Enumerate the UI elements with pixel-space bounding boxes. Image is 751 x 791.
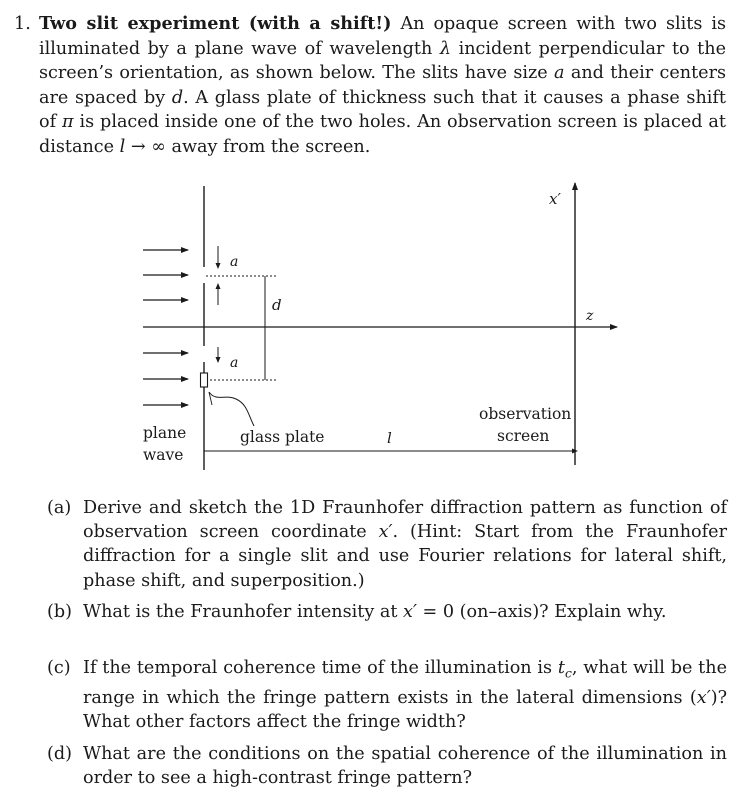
question-text: What is the Fraunhofer intensity at x′ = 0 (on–axis)? Explain why. [83, 601, 667, 622]
math-symbol: d [171, 87, 184, 108]
label-a-top: a [230, 254, 239, 270]
question-label: (c) [47, 658, 71, 679]
glass-plate-pointer [209, 392, 254, 426]
math-symbol: π [62, 112, 74, 133]
slit-center-guides [206, 276, 278, 380]
label-observation: observation [479, 405, 572, 423]
math-symbol: x′ [378, 522, 393, 543]
label-x-prime: x′ [549, 190, 561, 208]
label-wave: wave [143, 446, 184, 464]
glass-plate [201, 373, 208, 387]
label-z: z [586, 308, 594, 324]
question-a [47, 496, 727, 593]
label-a-bottom: a [230, 355, 239, 371]
question-c [47, 656, 727, 734]
question-label: (d) [47, 744, 72, 765]
label-screen: screen [497, 427, 550, 445]
label-d: d [272, 296, 282, 314]
label-plane: plane [143, 424, 187, 442]
label-l: l [387, 429, 392, 447]
sub-questions [47, 496, 727, 791]
question-d [47, 742, 727, 790]
math-symbol: x′ [696, 687, 711, 708]
problem-number: 1. [14, 14, 31, 34]
question-text: Derive and sketch the 1D Fraunhofer diffraction pattern as function of observation screen coordinate x′. (Hint: Start from the Fraunhofer diffraction for a single slit and use Fourier relations for lateral shift, phase shift, and superposition.) [83, 498, 727, 591]
question-label: (b) [47, 601, 72, 622]
math-symbol: a [554, 63, 565, 84]
math-symbol: λ [439, 38, 452, 59]
question-label: (a) [47, 498, 72, 518]
math-symbol: x′ [403, 601, 417, 622]
label-glass-plate: glass plate [240, 428, 325, 446]
problem-title: Two slit experiment (with a shift!) [39, 13, 392, 34]
problem-text: An opaque screen with two slits is illuminated by a plane wave of wavelength λ incident perpendicular to the screen’s orientation, as shown below. The slits have size a and their centers are spaced by d. A glass plate of thickness such that it causes a phase shift of π is placed inside one of the two holes. An observation screen is placed at distance l → ∞ away from the screen. [39, 14, 727, 157]
question-b [47, 600, 727, 624]
math-symbol: l [119, 136, 126, 157]
question-text: What are the conditions on the spatial coherence of the illumination in order to see a high-contrast fringe pattern? [83, 744, 727, 789]
math-symbol: $t_c$ [557, 658, 572, 681]
question-text: If the temporal coherence time of the illumination is $t_c$, what will be the range in which the fringe pattern exists in the lateral dimensions (x′)? What other factors affect the fringe width? [83, 658, 727, 732]
